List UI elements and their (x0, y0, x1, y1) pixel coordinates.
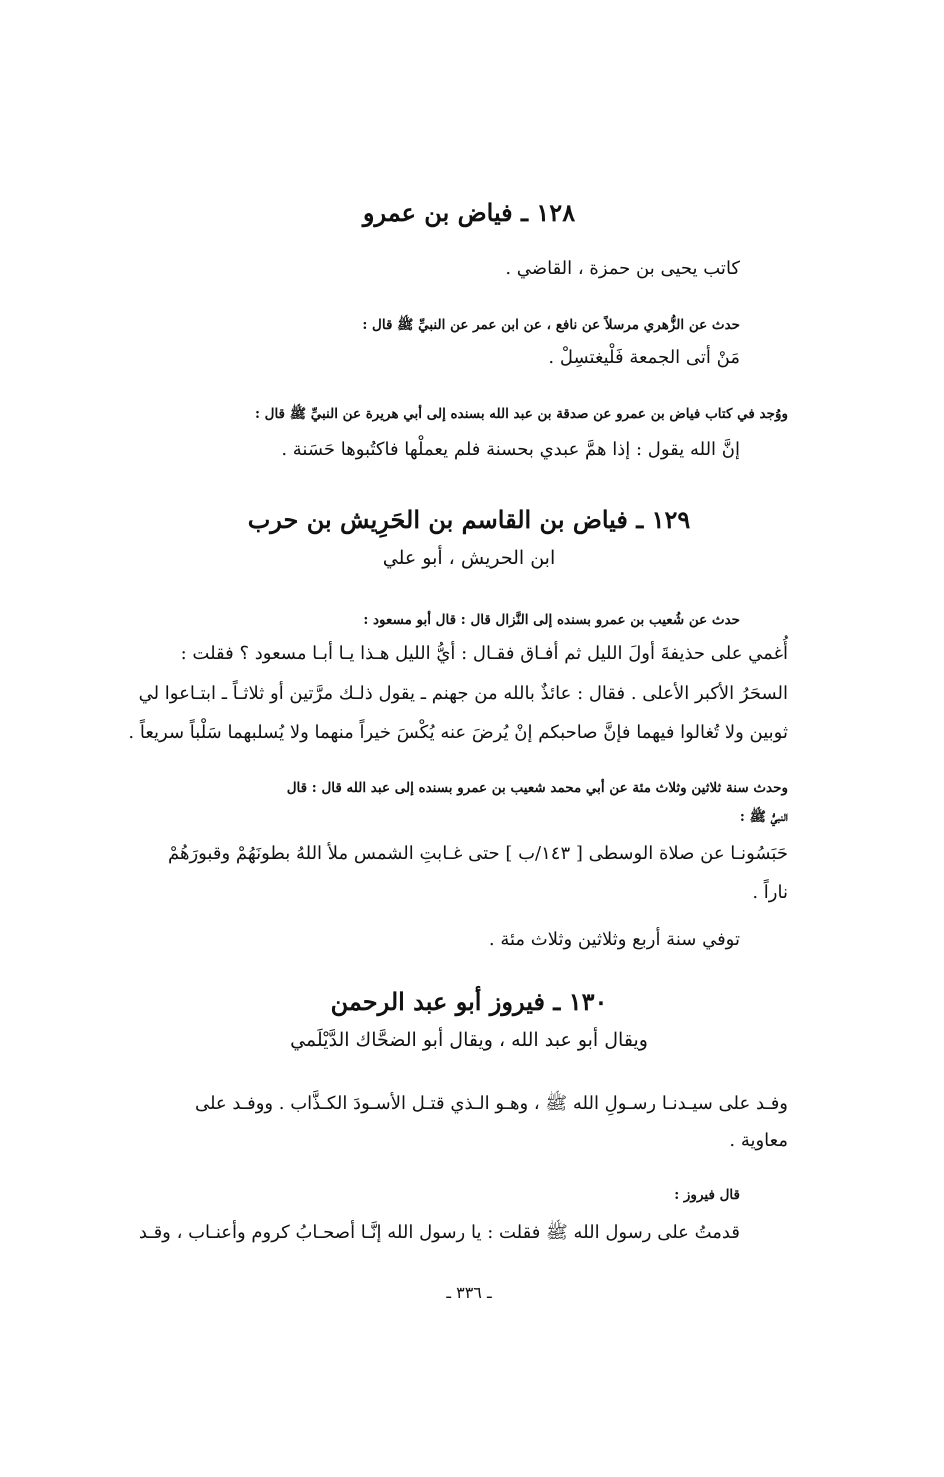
entry-text-line: معاوية . (729, 1130, 788, 1151)
hadith-line: ثوبين ولا تُغالوا فيهما فإنَّ صاحبكم إنْ يُرضَ عنه يُكْسَ خيراً منهما ولا يُسلبهما سَلْباً سريعاً . (128, 722, 788, 743)
page-number: ـ ٣٣٦ ـ (446, 1283, 492, 1302)
hadith-line: إنَّ الله يقول : إذا همَّ عبدي بحسنة فلم يعملْها فاكتُبوها حَسَنة . (281, 439, 740, 460)
isnad-line: حدث عن الزُّهري مرسلاً عن نافع ، عن ابن عمر عن النبيِّ ﷺ قال : (362, 317, 740, 333)
isnad-line: وحدث سنة ثلاثين وثلاث مئة عن أبي محمد شعيب بن عمرو بسنده إلى عبد الله قال : قال (286, 780, 788, 796)
hadith-line: ناراً . (752, 882, 788, 903)
hadith-line: السحَرُ الأكبر الأعلى . فقال : عائذٌ بالله من جهنم ـ يقول ذلـك مرَّتين أو ثلاثـاً ـ ابتـاعوا لي (138, 683, 788, 704)
entry-title: ١٣٠ ـ فيروز أبو عبد الرحمن (330, 987, 608, 1016)
entry-text-line: كاتب يحيى بن حمزة ، القاضي . (505, 258, 740, 279)
hadith-line: أُغمي على حذيفةَ أولَ الليل ثم أفـاق فقـال : أيُّ الليل هـذا يـا أبـا مسعود ؟ فقلت : (180, 643, 788, 664)
isnad-line: حدث عن شُعيب بن عمرو بسنده إلى النَّزال قال : قال أبو مسعود : (363, 612, 740, 628)
hadith-line: مَنْ أتى الجمعة فَلْيغتسِلْ . (548, 347, 740, 368)
entry-title: ١٢٨ ـ فياض بن عمرو (362, 198, 576, 227)
hadith-line: قدمتُ على رسول الله ﷺ فقلت : يا رسول الله إنَّـا أصحـابُ كروم وأعنـاب ، وقـد (138, 1222, 740, 1243)
isnad-line: ووُجد في كتاب فياض بن عمرو عن صدقة بن عبد الله بسنده إلى أبي هريرة عن النبيِّ ﷺ قال : (254, 406, 788, 422)
entry-text-line: وفـد على سيـدنـا رسـولِ الله ﷺ ، وهـو الـذي قتـل الأسـودَ الكـذَّاب . ووفـد على (194, 1093, 788, 1114)
entry-title: ١٢٩ ـ فياض بن القاسم بن الحَرِيش بن حرب (247, 505, 691, 534)
entry-subtitle: ابن الحريش ، أبو علي (382, 547, 556, 569)
isnad-line: النبيُّ ﷺ : (739, 809, 788, 825)
hadith-line: حَبَسُونـا عن صلاة الوسطى [ ١٤٣/ب ] حتى غـابتِ الشمس ملأ اللهُ بطونَهُمْ وقبورَهُمْ (167, 843, 788, 864)
isnad-line: قال فيروز : (674, 1187, 740, 1203)
entry-subtitle: ويقال أبو عبد الله ، ويقال أبو الضحَّاك الدَّيْلَمي (290, 1029, 648, 1051)
entry-text-line: توفي سنة أربع وثلاثين وثلاث مئة . (488, 929, 740, 950)
